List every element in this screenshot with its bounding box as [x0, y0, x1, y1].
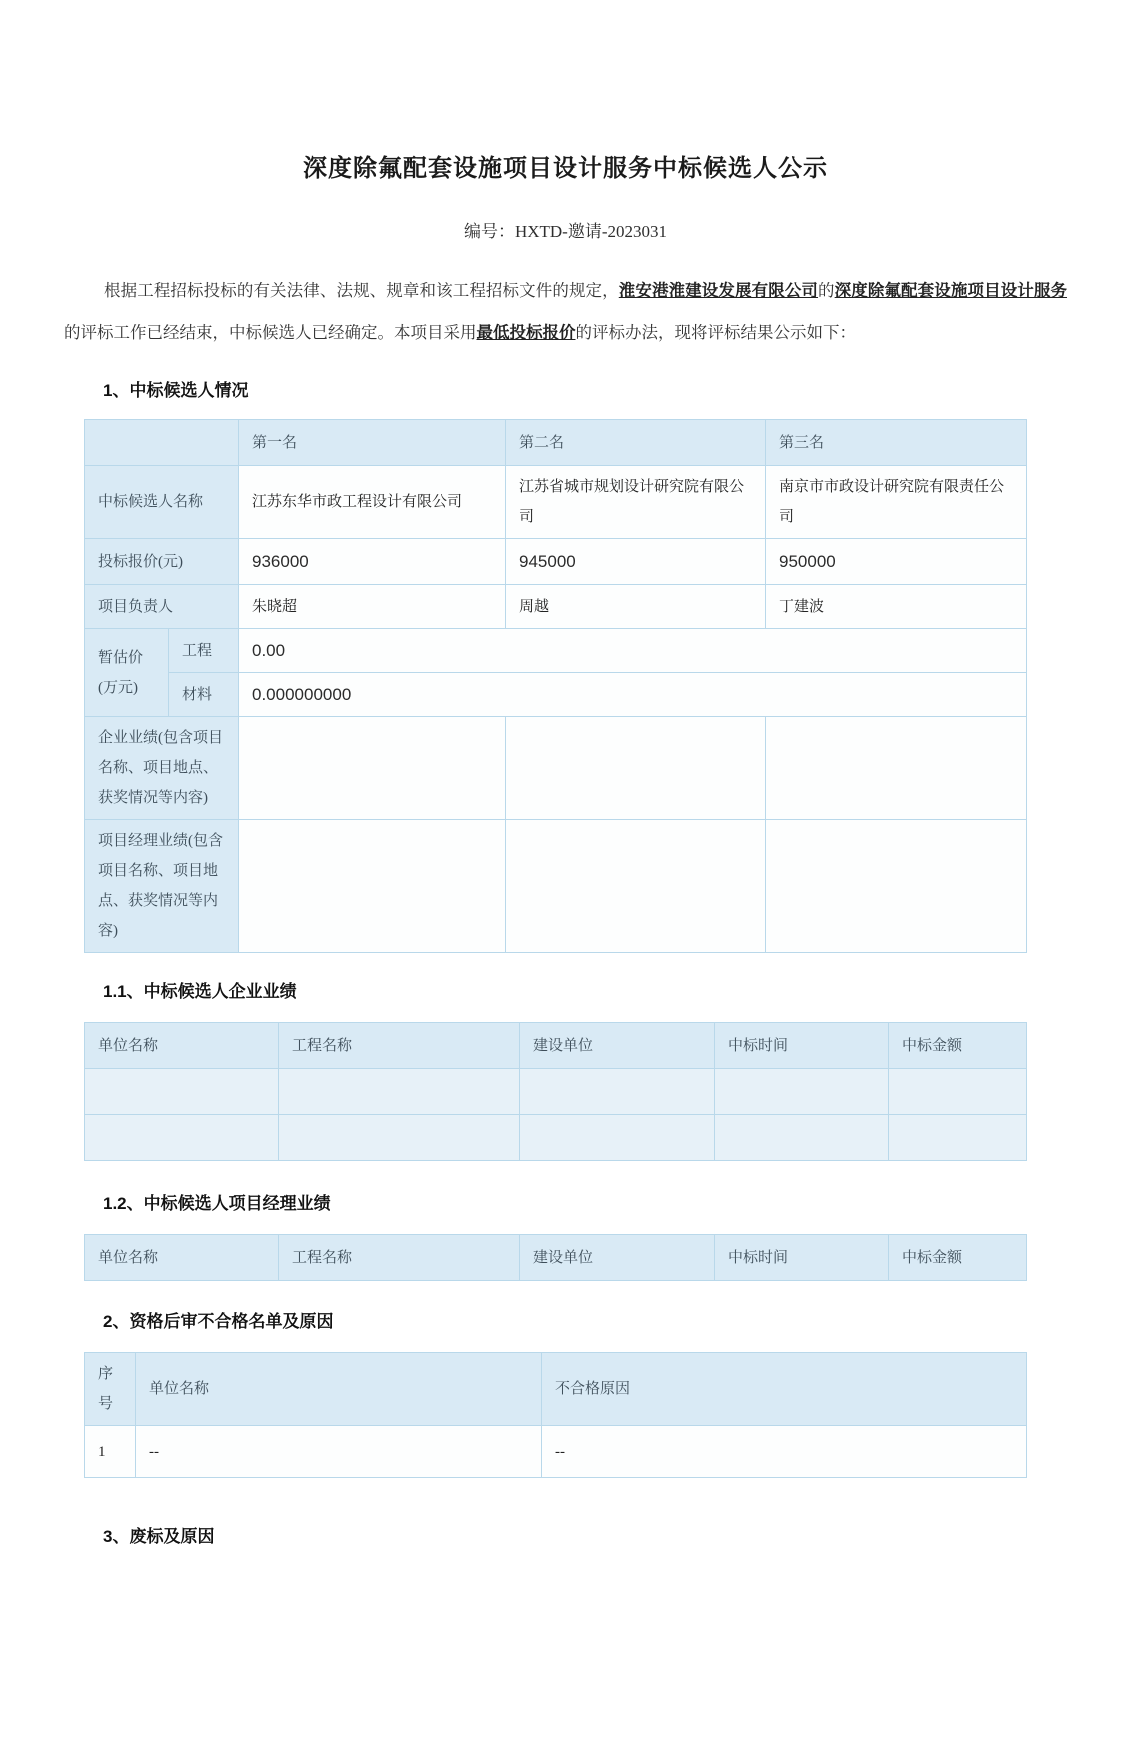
- col-header-award-time: 中标时间: [715, 1023, 889, 1069]
- document-page: [0, 148, 1131, 1748]
- empty-cell: [520, 1069, 715, 1115]
- table-row: [85, 1426, 1027, 1478]
- provisional-material-value: 0.000000000: [239, 673, 1027, 717]
- manager-performance-table: [84, 1234, 1027, 1281]
- col-header-disqualification-reason: 不合格原因: [542, 1353, 1027, 1426]
- unit-name-cell: --: [136, 1426, 542, 1478]
- sub-label-engineering: 工程: [169, 629, 239, 673]
- intro-text-3: 的评标工作已经结束，中标候选人已经确定。本项目采用: [64, 323, 477, 342]
- candidate-name-row: [85, 466, 1027, 539]
- rank-header-row: [85, 420, 1027, 466]
- rank-3-header: 第三名: [766, 420, 1027, 466]
- section-1-1-heading: 1.1、中标候选人企业业绩: [103, 982, 297, 1001]
- col-header-construction-unit: 建设单位: [520, 1235, 715, 1281]
- empty-cell: [520, 1115, 715, 1161]
- empty-row: [85, 1069, 1027, 1115]
- table-header-row: [85, 1023, 1027, 1069]
- page-title: 深度除氟配套设施项目设计服务中标候选人公示: [303, 155, 828, 182]
- col-header-unit-name: 单位名称: [85, 1235, 279, 1281]
- table-header-row: [85, 1235, 1027, 1281]
- row-label-bid-price: 投标报价(元): [85, 539, 239, 585]
- candidate-1-company-performance: [239, 717, 506, 820]
- empty-cell: [85, 1069, 279, 1115]
- row-label-company-performance: 企业业绩(包含项目名称、项目地点、获奖情况等内容): [85, 717, 239, 820]
- intro-text-2: 的: [818, 281, 835, 300]
- tenderer-name: 淮安港淮建设发展有限公司: [618, 281, 819, 300]
- company-performance-table: [84, 1022, 1027, 1161]
- candidate-2-manager: 周越: [506, 585, 766, 629]
- sub-label-material: 材料: [169, 673, 239, 717]
- rank-2-header: 第二名: [506, 420, 766, 466]
- empty-cell: [279, 1069, 520, 1115]
- manager-performance-row: [85, 820, 1027, 953]
- candidate-3-company-performance: [766, 717, 1027, 820]
- candidate-3-manager-performance: [766, 820, 1027, 953]
- candidate-2-company-performance: [506, 717, 766, 820]
- intro-text-1: 根据工程招标投标的有关法律、法规、规章和该工程招标文件的规定，: [104, 281, 619, 300]
- col-header-unit-name: 单位名称: [85, 1023, 279, 1069]
- empty-cell: [715, 1069, 889, 1115]
- candidate-1-manager: 朱晓超: [239, 585, 506, 629]
- bid-price-row: [85, 539, 1027, 585]
- col-header-unit-name: 单位名称: [136, 1353, 542, 1426]
- candidate-1-name: 江苏东华市政工程设计有限公司: [239, 466, 506, 539]
- col-header-award-time: 中标时间: [715, 1235, 889, 1281]
- empty-cell: [715, 1115, 889, 1161]
- candidates-table: [84, 419, 1027, 953]
- company-performance-row: [85, 717, 1027, 820]
- col-header-project-name: 工程名称: [279, 1235, 520, 1281]
- empty-row: [85, 1115, 1027, 1161]
- candidate-3-name: 南京市市政设计研究院有限责任公司: [766, 466, 1027, 539]
- candidate-1-price: 936000: [239, 539, 506, 585]
- col-header-award-amount: 中标金额: [889, 1235, 1027, 1281]
- provisional-engineering-row: [85, 629, 1027, 673]
- col-header-construction-unit: 建设单位: [520, 1023, 715, 1069]
- row-label-provisional-price: 暂估价(万元): [85, 629, 169, 717]
- empty-cell: [889, 1115, 1027, 1161]
- row-label-manager-performance: 项目经理业绩(包含项目名称、项目地点、获奖情况等内容): [85, 820, 239, 953]
- table-header-row: [85, 1353, 1027, 1426]
- empty-cell: [889, 1069, 1027, 1115]
- serial-number-cell: 1: [85, 1426, 136, 1478]
- section-2-heading: 2、资格后审不合格名单及原因: [103, 1312, 334, 1331]
- candidate-2-name: 江苏省城市规划设计研究院有限公司: [506, 466, 766, 539]
- row-label-project-manager: 项目负责人: [85, 585, 239, 629]
- corner-cell: [85, 420, 239, 466]
- section-1-2-heading: 1.2、中标候选人项目经理业绩: [103, 1194, 331, 1213]
- col-header-award-amount: 中标金额: [889, 1023, 1027, 1069]
- empty-cell: [279, 1115, 520, 1161]
- project-manager-row: [85, 585, 1027, 629]
- reason-cell: --: [542, 1426, 1027, 1478]
- project-name: 深度除氟配套设施项目设计服务: [834, 281, 1068, 300]
- doc-number: 编号：HXTD-邀请-2023031: [463, 222, 668, 241]
- empty-cell: [85, 1115, 279, 1161]
- disqualified-table: [84, 1352, 1027, 1478]
- candidate-3-price: 950000: [766, 539, 1027, 585]
- rank-1-header: 第一名: [239, 420, 506, 466]
- candidate-2-manager-performance: [506, 820, 766, 953]
- intro-text-4: 的评标办法，现将评标结果公示如下：: [575, 323, 856, 342]
- row-label-candidate-name: 中标候选人名称: [85, 466, 239, 539]
- section-1-heading: 1、中标候选人情况: [103, 381, 249, 400]
- intro-paragraph: [64, 270, 1067, 354]
- provisional-engineering-value: 0.00: [239, 629, 1027, 673]
- provisional-material-row: [85, 673, 1027, 717]
- evaluation-method: 最低投标报价: [476, 323, 576, 342]
- section-3-heading: 3、废标及原因: [103, 1527, 215, 1546]
- col-header-project-name: 工程名称: [279, 1023, 520, 1069]
- candidate-3-manager: 丁建波: [766, 585, 1027, 629]
- candidate-2-price: 945000: [506, 539, 766, 585]
- col-header-serial-number: 序号: [85, 1353, 136, 1426]
- candidate-1-manager-performance: [239, 820, 506, 953]
